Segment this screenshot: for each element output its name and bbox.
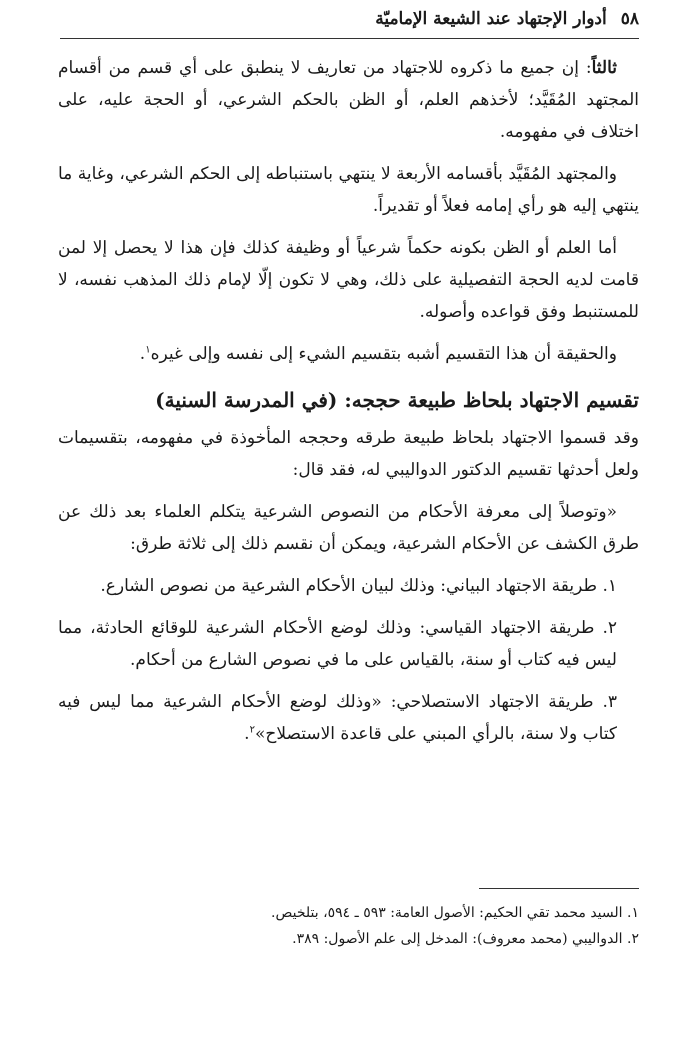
- running-title: أدوار الإجتهاد عند الشيعة الإماميّة: [375, 9, 607, 29]
- footnote-rule: [479, 888, 639, 889]
- footnotes: [58, 900, 639, 952]
- footnote-ref-1[interactable]: ١: [145, 344, 151, 356]
- list-item-3-text: ٣. طريقة الاجتهاد الاستصلاحي: «وذلك لوضع الأحكام الشرعية مما ليس فيه كتاب ولا سنة، بالرأي المبني على قاعدة الاستصلاح»: [58, 692, 617, 744]
- paragraph-6: «وتوصلاً إلى معرفة الأحكام من النصوص الشرعية يتكلم العلماء بعد ذلك عن طرق الكشف عن الأحكام الشرعية، ويمكن أن نقسم ذلك إلى ثلاثة طرق:: [58, 502, 639, 554]
- paragraph-1: [58, 52, 639, 148]
- header-rule: [60, 38, 639, 39]
- list-item-1: ١. طريقة الاجتهاد البياني: وذلك لبيان الأحكام الشرعية من نصوص الشارع.: [100, 576, 617, 596]
- footnote-2: ٢. الدواليبي (محمد معروف): المدخل إلى علم الأصول: ٣٨٩.: [292, 931, 639, 947]
- paragraph-lead: ثالثاً: [591, 58, 617, 78]
- paragraph-4: والحقيقة أن هذا التقسيم أشبه بتقسيم الشيء إلى نفسه وإلى غيره$^١$.: [139, 344, 617, 364]
- paragraph-4-text: والحقيقة أن هذا التقسيم أشبه بتقسيم الشيء إلى نفسه وإلى غيره: [150, 344, 617, 364]
- running-head: [60, 6, 639, 32]
- paragraph-1-text: : إن جميع ما ذكروه للاجتهاد من تعاريف لا ينطبق على أي قسم من أقسام المجتهد المُقَيَّد؛ لأخذهم العلم، أو الظن بالحكم الشرعي، أو الحجة عليه، على اختلاف في مفهومه.: [58, 58, 639, 142]
- main-text: [58, 52, 639, 760]
- footnote-1: ١. السيد محمد تقي الحكيم: الأصول العامة: ٥٩٣ ـ ٥٩٤، بتلخيص.: [271, 905, 639, 921]
- footnote-ref-2[interactable]: ٢: [249, 724, 255, 736]
- paragraph-3: أما العلم أو الظن بكونه حكماً شرعياً أو وظيفة كذلك فإن هذا لا يحصل إلا لمن قامت لديه الحجة التفصيلية على ذلك، وهي لا تكون إلّا لإمام ذلك المذهب نفسه، لا للمستنبط وفق قواعده وأصوله.: [58, 238, 639, 322]
- paragraph-5: وقد قسموا الاجتهاد بلحاظ طبيعة طرقه وحججه المأخوذة في مفهومه، بتقسيمات ولعل أحدثها تقسيم الدكتور الدواليبي له، فقد قال:: [58, 428, 639, 480]
- section-heading: تقسيم الاجتهاد بلحاظ طبيعة حججه: (في المدرسة السنية): [155, 388, 639, 412]
- paragraph-2: والمجتهد المُقَيَّد بأقسامه الأربعة لا ينتهي باستنباطه إلى الحكم الشرعي، وغاية ما ينتهي إليه هو رأي إمامه فعلاً أو تقديراً.: [58, 164, 639, 216]
- page-number: ٥٨: [620, 9, 639, 29]
- list-item-3: ٣. طريقة الاجتهاد الاستصلاحي: «وذلك لوضع الأحكام الشرعية مما ليس فيه كتاب ولا سنة، بالرأي المبني على قاعدة الاستصلاح»$^٢$.: [58, 692, 617, 744]
- list-item-2: ٢. طريقة الاجتهاد القياسي: وذلك لوضع الأحكام الشرعية للوقائع الحادثة، مما ليس فيه كتاب أو سنة، بالقياس على ما في نصوص الشارع من أحكام.: [58, 618, 617, 670]
